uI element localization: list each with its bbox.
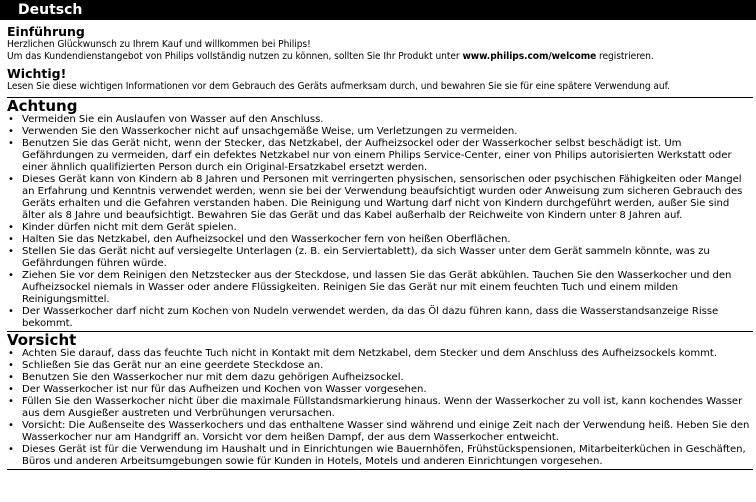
achtung-item-text: Verwenden Sie den Wasserkocher nicht auf unsachgemäße Weise, um Verletzungen zu vermeiden. — [22, 126, 518, 137]
vorsicht-list — [7, 348, 753, 468]
vorsicht-item — [7, 420, 753, 444]
bullet-icon: • — [8, 234, 14, 245]
vorsicht-item — [7, 444, 753, 468]
document-body — [7, 25, 753, 470]
bullet-icon: • — [8, 396, 14, 407]
achtung-item-text: Stellen Sie das Gerät nicht auf versiegelte Unterlagen (z. B. ein Serviertablett), da sich Wasser unter dem Gerät sammeln könnte, was zu Gefährdungen führen würde. — [22, 246, 710, 269]
bullet-icon: • — [8, 222, 14, 233]
section-vorsicht — [7, 332, 753, 468]
section-achtung — [7, 98, 753, 330]
achtung-list — [7, 114, 753, 330]
vorsicht-item-text: Schließen Sie das Gerät nur an eine geerdete Steckdose an. — [22, 360, 324, 371]
achtung-item-text: Ziehen Sie vor dem Reinigen den Netzstecker aus der Steckdose, und lassen Sie das Gerät abkühlen. Tauchen Sie den Wasserkocher und den Aufheizsockel niemals in Wasser oder andere Flüssigkeiten. Reinigen Sie das Gerät nur mit einem feuchten Tuch und einem milden Reinigungsmittel. — [22, 270, 732, 305]
achtung-item — [7, 234, 753, 246]
vorsicht-item — [7, 384, 753, 396]
section-heading-einfuehrung: Einführung — [7, 24, 85, 39]
achtung-item — [7, 306, 753, 330]
vorsicht-item-text: Achten Sie darauf, dass das feuchte Tuch nicht in Kontakt mit dem Netzkabel, dem Stecker und dem Anschluss des Aufheizsockels kommt. — [22, 348, 717, 359]
welcome-url-link[interactable]: www.philips.com/welcome — [462, 51, 597, 62]
section-heading-wichtig: Wichtig! — [7, 66, 67, 81]
achtung-item-text: Dieses Gerät kann von Kindern ab 8 Jahren und Personen mit verringerten physischen, sensorischen oder psychischen Fähigkeiten oder Mangel an Erfahrung und Kenntnis verwendet werden, wenn sie bei der Verwendung beaufsichtigt wurden oder Anweisung zum sicheren Gebrauch des Geräts erhalten und die Gefahren verstanden haben. Die Reinigung und Wartung darf nicht von Kindern durchgeführt werden, außer Sie sind älter als 8 Jahre und beaufsichtigt. Bewahren Sie das Gerät und das Kabel außerhalb der Reichweite von Kindern unter 8 Jahren auf. — [22, 174, 743, 221]
achtung-item — [7, 126, 753, 138]
achtung-item — [7, 270, 753, 306]
bullet-icon: • — [8, 114, 14, 125]
intro-line-2-post: registrieren. — [596, 51, 654, 62]
vorsicht-item-text: Dieses Gerät ist für die Verwendung im Haushalt und in Einrichtungen wie Bauernhöfen, Frühstückspensionen, Mitarbeiterküchen in Geschäften, Büros und anderen Arbeitsumgebungen sowie für Kunden in Hotels, Motels und anderen Einrichtungen vorgesehen. — [22, 444, 746, 467]
bullet-icon: • — [8, 420, 14, 431]
vorsicht-item — [7, 360, 753, 372]
bullet-icon: • — [8, 384, 14, 395]
section-heading-vorsicht: Vorsicht — [7, 331, 77, 349]
bullet-icon: • — [8, 138, 14, 149]
achtung-item — [7, 222, 753, 234]
vorsicht-item-text: Füllen Sie den Wasserkocher nicht über die maximale Füllstandsmarkierung hinaus. Wenn der Wasserkocher zu voll ist, kann kochendes Wasser aus dem Ausgießer austreten und Verbrühungen verursachen. — [22, 396, 743, 419]
bullet-icon: • — [8, 174, 14, 185]
vorsicht-item — [7, 372, 753, 384]
divider-bottom — [7, 469, 753, 470]
language-bar — [0, 0, 756, 20]
wichtig-text: Lesen Sie diese wichtigen Informationen vor dem Gebrauch des Geräts aufmerksam durch, und bewahren Sie sie für eine spätere Verwendung auf. — [7, 81, 670, 92]
vorsicht-item-text: Vorsicht: Die Außenseite des Wasserkochers und das enthaltene Wasser sind während und einige Zeit nach der Verwendung heiß. Heben Sie den Wasserkocher nur am Handgriff an. Vorsicht vor dem heißen Dampf, der aus dem Wasserkocher entweicht. — [22, 420, 750, 443]
achtung-item — [7, 246, 753, 270]
bullet-icon: • — [8, 444, 14, 455]
intro-line-1: Herzlichen Glückwunsch zu Ihrem Kauf und willkommen bei Philips! — [7, 39, 311, 50]
vorsicht-item-text: Benutzen Sie den Wasserkocher nur mit dem dazu gehörigen Aufheizsockel. — [22, 372, 404, 383]
vorsicht-item-text: Der Wasserkocher ist nur für das Aufheizen und Kochen von Wasser vorgesehen. — [22, 384, 427, 395]
achtung-item-text: Benutzen Sie das Gerät nicht, wenn der Stecker, das Netzkabel, der Aufheizsockel oder der Wasserkocher selbst beschädigt ist. Um Gefährdungen zu vermeiden, darf ein defektes Netzkabel nur von einem Philips Service-Center, einer von Philips autorisierten Werkstatt oder einer ähnlich qualifizierten Person durch ein Original-Ersatzkabel ersetzt werden. — [22, 138, 732, 173]
achtung-item-text: Kinder dürfen nicht mit dem Gerät spielen. — [22, 222, 237, 233]
bullet-icon: • — [8, 348, 14, 359]
achtung-item — [7, 174, 753, 222]
vorsicht-item — [7, 396, 753, 420]
achtung-item-text: Vermeiden Sie ein Auslaufen von Wasser auf den Anschluss. — [22, 114, 324, 125]
bullet-icon: • — [8, 126, 14, 137]
intro-line-2 — [7, 51, 753, 63]
section-wichtig — [7, 67, 753, 93]
bullet-icon: • — [8, 360, 14, 371]
language-bar-label: Deutsch — [18, 2, 83, 18]
section-heading-achtung: Achtung — [7, 97, 78, 115]
achtung-item-text: Der Wasserkocher darf nicht zum Kochen von Nudeln verwendet werden, da das Öl dazu führen kann, dass die Wasserstandsanzeige Risse bekommt. — [22, 306, 719, 329]
bullet-icon: • — [8, 270, 14, 281]
intro-line-2-pre: Um das Kundendienstangebot von Philips vollständig nutzen zu können, sollten Sie Ihr Produkt unter — [7, 51, 463, 62]
achtung-item — [7, 138, 753, 174]
achtung-item-text: Halten Sie das Netzkabel, den Aufheizsockel und den Wasserkocher fern von heißen Oberflächen. — [22, 234, 511, 245]
achtung-item — [7, 114, 753, 126]
bullet-icon: • — [8, 246, 14, 257]
vorsicht-item — [7, 348, 753, 360]
bullet-icon: • — [8, 306, 14, 317]
bullet-icon: • — [8, 372, 14, 383]
section-einfuehrung — [7, 25, 753, 63]
